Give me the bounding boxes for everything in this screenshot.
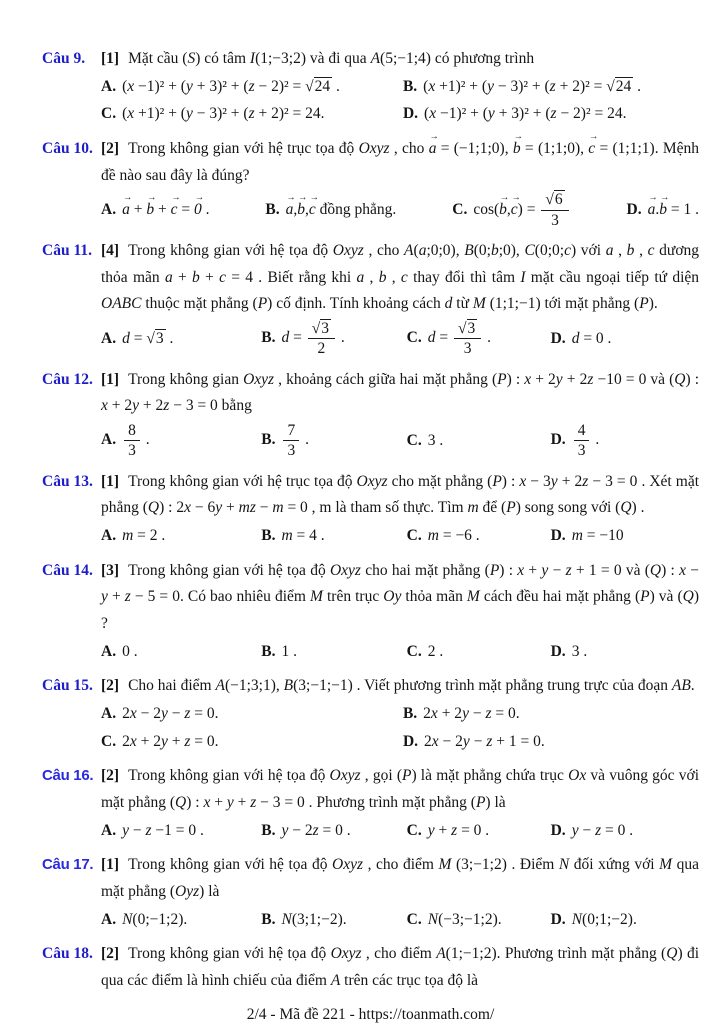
answer-option [261,421,406,461]
question [42,46,699,128]
answer-option [551,326,699,353]
option-text: (x −1)² + (y + 3)² + (z − 2)² = √24 . [122,77,340,95]
option-key: B. [261,821,276,839]
answer-option [101,326,261,353]
answer-option [403,74,699,101]
answer-option [403,101,699,128]
option-key: B. [261,910,276,928]
option-key: C. [452,200,468,218]
answer-option [407,523,551,550]
option-key: C. [101,105,117,123]
answer-option [265,193,397,224]
radical: √3 [458,319,476,337]
question-body: [2] Trong không gian với hệ tọa độ Oxyz , gọi (P) là mặt phẳng chứa trục Ox và vuông góc với mặt phẳng (Q) : x + y + z − 3 = 0 . Phương trình mặt phẳng (P) là [101,767,700,811]
answer-option [403,729,699,756]
option-text: m = −10 [571,527,624,545]
option-key: A. [101,329,117,347]
option-text: a → .b → = 1 . [648,201,699,218]
option-key: A. [101,821,117,839]
answer-option [261,319,406,359]
option-text: m = 4 . [281,527,325,545]
option-text: y − z −1 = 0 . [122,821,204,839]
option-text: cos(b → ,c → ) = $\frac{√6}{3}$ [473,201,570,218]
option-text: d = 0 . [571,329,612,347]
option-key: B. [261,642,276,660]
answer-option [626,193,699,224]
option-key: C. [101,732,117,750]
option-key: C. [406,431,422,449]
answer-option [101,639,261,666]
option-key: A. [101,704,117,722]
option-key: D. [550,910,566,928]
option-key: A. [101,910,117,928]
option-text: y − 2z = 0 . [281,821,351,839]
vector: b → [297,193,308,218]
option-text: 2x − 2y − z = 0. [122,704,219,722]
answer-option [551,523,699,550]
difficulty-tag: [3] [101,561,120,579]
vector: b → [499,192,510,218]
answer-option [101,193,210,224]
option-key: C. [406,527,422,545]
fraction: $\frac{√3}{3}$ [454,320,481,358]
answer-options [101,319,699,359]
option-text: y + z = 0 . [427,821,490,839]
question-number: Câu 10. [42,139,93,157]
vector: c → [308,193,319,218]
option-key: D. [550,329,566,347]
answer-option [551,818,699,845]
question [42,558,699,666]
question-body: [2] Trong không gian với hệ tọa độ Oxyz , cho điểm A(1;−1;2). Phương trình mặt phẳng (Q) đi qua các điểm là hình chiếu của điểm A trên các trục tọa độ là [101,945,699,989]
option-key: D. [550,642,566,660]
question-list [42,46,699,995]
option-key: A. [101,642,117,660]
answer-option [407,319,551,359]
option-key: B. [265,200,280,218]
question-body: [3] Trong không gian với hệ tọa độ Oxyz cho hai mặt phẳng (P) : x + y − z + 1 = 0 và (Q) : x − y + z − 5 = 0. Có bao nhiêu điểm M trên trục Oy thỏa mãn M cách đều hai mặt phẳng (P) và (Q) ? [101,561,700,632]
option-text: d = √3 . [122,329,174,347]
question-number: Câu 9. [42,50,86,67]
vector: b → [512,132,523,157]
fraction: $\frac{√3}{2}$ [308,320,335,358]
option-key: D. [402,105,419,123]
question-body: [2] Cho hai điểm A(−1;3;1), B(3;−1;−1) . Viết phương trình mặt phẳng trung trực của đoạn AB. [101,677,695,695]
answer-option [407,639,551,666]
difficulty-tag: [2] [101,139,120,157]
option-text: (x +1)² + (y − 3)² + (z + 2)² = 24. [122,105,325,123]
difficulty-tag: [1] [101,370,120,388]
question-number: Câu 11. [42,242,92,259]
vector: c → [510,192,521,218]
fraction: $\frac{√6}{3}$ [541,191,568,229]
difficulty-tag: [2] [101,767,120,785]
question-number: Câu 13. [42,472,93,490]
difficulty-tag: [4] [101,242,120,259]
answer-options [101,701,699,755]
option-text: 2x + 2y − z = 0. [423,704,520,722]
option-text: 2 . [427,642,444,660]
question-body: [1] Trong không gian với hệ trục tọa độ Oxyz cho mặt phẳng (P) : x − 3y + 2z − 3 = 0 . Xét mặt phẳng (Q) : 2x − 6y + mz − m = 0 , m là tham số thực. Tìm m để (P) song song với (Q) . [101,472,700,517]
option-key: B. [402,704,418,722]
option-text: N(3;1;−2). [281,910,347,928]
option-key: A. [101,200,117,218]
answer-option [101,907,261,934]
answer-option [101,729,403,756]
option-key: A. [101,527,117,545]
option-text: N(−3;−1;2). [427,910,502,928]
fraction: $\frac{8}{3}$ [124,422,140,460]
answer-option [261,907,406,934]
difficulty-tag: [1] [101,856,120,874]
question-body: [1] Trong không gian Oxyz , khoảng cách giữa hai mặt phẳng (P) : x + 2y + 2z −10 = 0 và (Q) : x + 2y + 2z − 3 = 0 bằng [101,370,700,415]
vector: a → [647,193,658,218]
answer-option [101,421,261,461]
option-key: B. [261,431,276,449]
answer-option [101,74,403,101]
answer-option [101,701,403,728]
option-text: a → + b → + c → = 0 → . [122,201,209,218]
option-text: 3 . [571,642,588,660]
answer-options [101,907,699,934]
option-text: 2x − 2y − z + 1 = 0. [424,732,545,750]
answer-option [407,907,551,934]
radical: √24 [305,77,331,95]
difficulty-tag: [2] [101,677,120,695]
option-text: $\frac{7}{3}$ . [281,431,309,448]
question [42,469,699,550]
vector: c → [588,132,599,157]
option-text: $\frac{8}{3}$ . [122,431,150,448]
option-text: 3 . [427,431,444,449]
option-key: D. [626,200,642,218]
question [42,132,700,230]
question-body: [1] Trong không gian với hệ tọa độ Oxyz , cho điểm M (3;−1;2) . Điểm N đối xứng với M qua mặt phẳng (Oyz) là [101,856,699,900]
answer-option [403,701,699,728]
answer-option [261,639,406,666]
answer-options [101,639,699,666]
vector: 0 → [193,193,204,218]
option-text: d = $\frac{√3}{2}$ . [281,319,345,358]
option-text: $\frac{4}{3}$ . [572,431,600,448]
option-key: A. [101,77,117,95]
question-number: Câu 16. [42,767,94,785]
question [42,367,699,461]
question [42,238,699,359]
option-text: m = −6 . [427,527,480,545]
question [42,763,699,844]
answer-option [551,639,699,666]
radical: √3 [311,319,329,337]
difficulty-tag: [1] [101,50,120,67]
option-text: 1 . [281,642,297,660]
option-key: D. [550,527,566,545]
option-key: B. [261,527,276,545]
question-body: [1] Mặt cầu (S) có tâm I(1;−3;2) và đi qua A(5;−1;4) có phương trình [101,50,535,67]
question [42,673,699,755]
answer-options [101,523,699,550]
question-number: Câu 14. [42,561,93,579]
vector: b → [659,193,670,218]
question-number: Câu 18. [42,945,93,963]
difficulty-tag: [1] [101,472,120,490]
option-text: N(0;−1;2). [122,910,188,928]
answer-options [101,74,699,128]
option-text: 2x + 2y + z = 0. [122,732,219,750]
option-text: (x −1)² + (y + 3)² + (z − 2)² = 24. [424,105,627,123]
answer-options [101,818,699,845]
answer-option [551,907,699,934]
option-key: C. [406,821,422,839]
option-key: B. [261,329,276,347]
answer-option [101,101,403,128]
question-body: [4] Trong không gian với hệ tọa độ Oxyz , cho A(a;0;0), B(0;b;0), C(0;0;c) với a , b , c dương thỏa mãn a + b + c = 4 . Biết rằng khi a , b , c thay đổi thì tâm I mặt cầu ngoại tiếp tứ diện OABC thuộc mặt phẳng (P) cố định. Tính khoảng cách d từ M (1;1;−1) tới mặt phẳng (P). [101,242,700,313]
option-text: d = $\frac{√3}{3}$ . [427,319,492,358]
option-key: C. [406,910,422,928]
page-footer: 2/4 - Mã đề 221 - https://toanmath.com/ [246,1005,495,1023]
option-key: D. [550,431,566,449]
vector: a → [428,132,439,157]
question-number: Câu 17. [42,856,94,874]
vector: c → [170,193,181,218]
vector: a → [285,193,296,218]
option-text: N(0;1;−2). [571,910,637,928]
option-key: A. [101,431,117,449]
answer-option [101,523,261,550]
fraction: $\frac{4}{3}$ [574,422,590,460]
question [42,852,699,933]
question [42,941,699,994]
option-key: C. [406,642,422,660]
answer-option [452,190,570,230]
answer-option [261,523,406,550]
question-body: [2] Trong không gian với hệ trục tọa độ Oxyz , cho a → = (−1;1;0), b → = (1;1;0), c → = (1;1;1). Mệnh đề nào sau đây là đúng? [101,132,700,184]
answer-option [261,818,406,845]
answer-option [551,421,699,461]
vector: b → [146,193,157,218]
option-key: D. [402,732,419,750]
answer-option [407,428,551,455]
option-key: C. [406,329,422,347]
option-key: D. [550,821,566,839]
difficulty-tag: [2] [101,945,120,963]
option-key: B. [402,77,418,95]
option-text: 0 . [122,642,138,660]
radical: √6 [545,191,563,209]
question-number: Câu 15. [42,677,93,695]
answer-option [407,818,551,845]
answer-option [101,818,261,845]
radical: √3 [146,329,164,347]
answer-options [101,190,699,230]
radical: √24 [606,77,632,95]
option-text: m = 2 . [122,527,166,545]
answer-options [101,421,699,461]
option-text: a → ,b → ,c → đồng phẳng. [286,201,397,218]
question-number: Câu 12. [42,370,93,388]
fraction: $\frac{7}{3}$ [283,422,299,460]
option-text: (x +1)² + (y − 3)² + (z + 2)² = √24 . [423,77,642,95]
option-text: y − z = 0 . [571,821,634,839]
vector: a → [122,193,133,218]
